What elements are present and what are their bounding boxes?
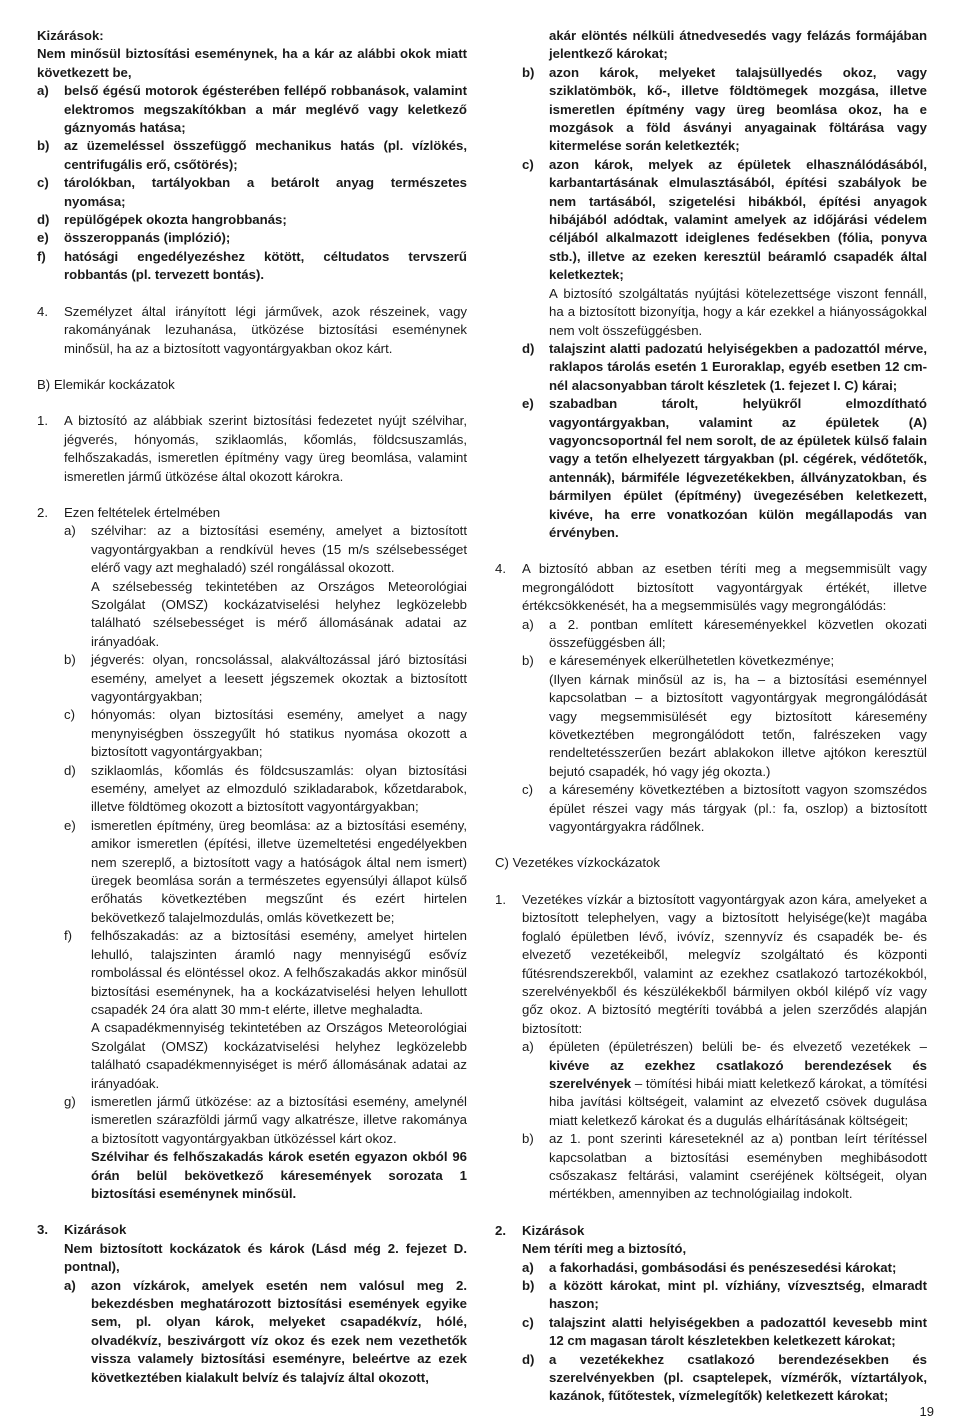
exclusions-list-right xyxy=(495,64,927,543)
item-label: a) xyxy=(522,1259,534,1275)
list-item xyxy=(522,616,927,653)
c1a-post-text: – tömítési hibái miatt keletkező károkat, a tömítési hiba javítási költségeit, valamint az elvezető csövek dugulása miatt keletkező károkat és a dugulás elhárításának költségeit; xyxy=(549,1075,927,1128)
list-item xyxy=(522,652,927,781)
item-label: b) xyxy=(522,1278,535,1293)
item-label: c) xyxy=(522,156,534,172)
item-number: 4. xyxy=(37,303,48,319)
item-text: a fakorhadási, gombásodási és penészesedési károkat; xyxy=(549,1259,897,1275)
list-item xyxy=(522,156,927,340)
definition-extra: A szélsebesség tekintetében az Országos Meteorológiai Szolgálat (OMSZ) kockázatviselési helyhez legközelebb található szélsebességet is mérő állomásának adatai az irányadóak. xyxy=(91,578,467,649)
b3-list xyxy=(37,1277,467,1387)
item-label: f) xyxy=(37,248,46,264)
list-item xyxy=(37,248,467,285)
item-text: hónyomás: olyan biztosítási esemény, amelyet a nagy menynyiségben összegyűlt hó statikus nyomása okozott a biztosított vagyontárgyakban; xyxy=(91,707,467,760)
spacer xyxy=(495,873,927,891)
item-text: A biztosító abban az esetben téríti meg a megsemmisült vagy megrongálódott biztosított vagyontárgyak értékét, illetve értékcsökkenését, ha a megsemmisülés vagy megrongálódás: xyxy=(522,561,927,614)
exclusions-list xyxy=(37,82,467,284)
list-item xyxy=(64,817,467,927)
b2-clause xyxy=(37,504,467,522)
item-title: Kizárások xyxy=(64,1222,127,1238)
exclusions-continued xyxy=(495,27,927,542)
item-text: A biztosító az alábbiak szerint biztosítási fedezetet nyújt szélvihar, jégverés, hónyomás, sziklaomlás, kőomlás, földcsuszamlás, felhőszakadás, ismeretlen építmény vagy üreg beomlása, valamint ismeretlen jármű ütközése által okozott károkra. xyxy=(64,413,467,484)
item-number: 4. xyxy=(495,561,506,577)
item-label: b) xyxy=(64,652,76,668)
item-label: d) xyxy=(37,212,50,228)
item-text: sziklaomlás, kőomlás és földcsuszamlás: olyan biztosítási esemény, amelyet az elmozduló szikladarabok, kőzetdarabok, illetve földtömeg okozott a biztosított vagyontárgyakban; xyxy=(91,762,467,815)
list-item xyxy=(64,1093,467,1203)
item-text: talajszint alatti helyiségekben a padozattól kevesebb mint 12 cm magasan tárolt készletekben keletkezett károkat; xyxy=(549,1314,927,1349)
list-item xyxy=(64,651,467,706)
item-text: repülőgépek okozta hangrobbanás; xyxy=(64,212,287,228)
item-text: összeroppanás (implózió); xyxy=(64,230,231,246)
b3-title-row xyxy=(37,1221,467,1239)
spacer xyxy=(37,285,467,303)
exclusion-extra: A biztosító szolgáltatás nyújtási kötelezettsége viszont fennáll, ha a biztosított bizonyítja, hogy a kár ezekkel a hiányosságokkal nem volt összefüggésben. xyxy=(549,285,927,338)
item-label: e) xyxy=(64,817,76,833)
item-label: f) xyxy=(64,928,73,944)
spacer xyxy=(37,1203,467,1221)
aircraft-clause xyxy=(37,303,467,358)
item-text: Vezetékes vízkár a biztosított vagyontárgyak azon kára, amelyeket a biztosított telephelyen, vagy a biztosított helyisége(ke)t magába foglaló épületben lévő, ivóvíz, szennyvíz és csapadék be- és elvezető vezetékeiből, melegvíz szolgáltató és központi fűtésrendszerekből, valamint az ezekhez csatlakozó tartozékokból, szerelvényekből és készülékekből bármilyen okból kilépő víz vagy gőz okoz. A biztosító megtéríti továbbá a jelen szerződés alapján biztosított: xyxy=(522,891,927,1036)
page-number: 19 xyxy=(919,1404,934,1419)
item-label: a) xyxy=(37,83,49,99)
item-text: Ezen feltételek értelmében xyxy=(64,504,221,520)
item-text: a káresemény következtében a biztosított vagyon szomszédos épület részei vagy más tárgyak (pl.: fa, oszlop) a biztosított vagyontárgyakra rádőlnek. xyxy=(549,782,927,835)
list-item xyxy=(37,174,467,211)
item-text: az üzemeléssel összefüggő mechanikus hatás (pl. vízlökés, centrifugális erő, csőtörés); xyxy=(64,138,467,172)
left-column xyxy=(37,27,467,1387)
section-heading-b: B) Elemikár kockázatok xyxy=(37,376,175,392)
list-item xyxy=(522,781,927,836)
continued-text xyxy=(495,27,927,64)
list-item xyxy=(37,82,467,137)
c2-intro: Nem téríti meg a biztosító, xyxy=(522,1241,687,1257)
list-item xyxy=(522,1277,927,1314)
item-text: az 1. pont szerinti káreseteknél az a) pontban leírt térítéssel kapcsolatban a biztosítási eseményben meghibásodott csőszakasz feltárási, valamint cseréjének költségeit, olyan mértékben, amennyiben az technológiailag indokolt. xyxy=(549,1131,927,1202)
item-text: ismeretlen építmény, üreg beomlása: az a biztosítási esemény, amikor ismeretlen (építési, illetve üzemeltetési engedélyekben nem szereplő, a biztosított vagy a hatóságok által nem ismert) üregek beomlása során a természetes egyensúlyi állapot külső erőhatás következtében megszűnt és ezért hirtelen bekövetkező talajelmozdulás, omlás következett be; xyxy=(91,817,467,925)
list-item xyxy=(522,1314,927,1351)
b1-clause xyxy=(37,412,467,486)
item-text: a vezetékekhez csatlakozó berendezésekben és szerelvényekben (pl. csaptelepek, vízmérők, víztartályok, kazánok, fűtőtestek, vízmelegítők) keletkezett károkat; xyxy=(549,1351,927,1404)
definition-text: felhőszakadás: az a biztosítási esemény, amelyet hirtelen lehulló, talajszinten áramló nagy mennyiségű esővíz rombolással és elöntéssel okoz. A felhőszakadás akkor minősül biztosítási eseménynek, ha a kockázatviselési helyen lehullott csapadék 24 óra alatt 30 mm-t elérte, illetve meghaladta. xyxy=(91,928,467,1017)
list-item xyxy=(37,229,467,247)
item-text: jégverés: olyan, roncsolással, alakváltozással járó biztosítási esemény, amelyet a leesett jégszemek okoztak a biztosított vagyontárgyakban; xyxy=(91,652,467,704)
item-text xyxy=(91,522,467,651)
definitions-list xyxy=(37,522,467,1203)
r4-clause xyxy=(495,560,927,615)
item-label: d) xyxy=(522,340,535,356)
item-text: a 2. pontban említett káreseményekkel közvetlen okozati összefüggésben áll; xyxy=(549,616,927,650)
c1-clause xyxy=(495,891,927,1038)
item-text xyxy=(549,156,927,340)
item-text: talajszint alatti padozatú helyiségekben a padozattól mérve, raklapos tárolás esetén 1 Euroraklap, egyéb esetben 12 cm-nél alacsonyabban tárolt készletek (1. fejezet I. C) kárai; xyxy=(549,340,927,393)
list-item xyxy=(522,395,927,542)
definition-text: szélvihar: az a biztosítási esemény, amelyet a biztosított vagyontárgyakban a rendkívül heves (15 m/s szélsebességet elérő vagy azt meghaladó) szél rongálással okozott. xyxy=(91,523,467,576)
list-item xyxy=(522,1038,927,1130)
item-label: e) xyxy=(37,230,49,246)
item-label: g) xyxy=(64,1093,76,1109)
item-label: b) xyxy=(522,1131,534,1147)
c1a-pre-text: épületen (épületrészen) belüli be- és elvezető vezetékek – xyxy=(549,1039,927,1055)
item-label: c) xyxy=(64,707,75,723)
list-item xyxy=(522,1351,927,1406)
item-label: b) xyxy=(37,138,50,154)
continued-a-text: akár elöntés nélküli átnedvesedés vagy felázás formájában jelentkező károkat; xyxy=(549,28,927,62)
r4-list xyxy=(495,616,927,837)
spacer xyxy=(37,358,467,376)
c2-title-row xyxy=(495,1222,927,1240)
item-text: tárolókban, tartályokban a betárolt anyag természetes nyomása; xyxy=(64,175,467,209)
right-column xyxy=(495,27,927,1406)
item-label: a) xyxy=(64,1277,76,1293)
c2-list xyxy=(495,1259,927,1406)
item-text: a között károkat, mint pl. vízhiány, vízvesztség, elmaradt haszon; xyxy=(549,1278,927,1312)
item-label: a) xyxy=(522,616,534,632)
item-text: azon károk, melyeket talajsüllyedés okoz, vagy sziklatömbök, kő-, illetve földtömegek mozgása, illetve ismeretlen építmény vagy üreg beomlása okoz, ha e mozgások a föld ásványi anyagainak föltárása vagy kitermelése során keletkezték; xyxy=(549,64,927,154)
storm-series-note: Szélvihar és felhőszakadás károk esetén egyazon okból 96 órán belül bekövetkező káresemények sorozata 1 biztosítási eseménynek minősül. xyxy=(91,1149,467,1201)
list-item xyxy=(522,340,927,395)
item-text xyxy=(549,652,927,781)
definition-extra: A csapadékmennyiség tekintetében az Országos Meteorológiai Szolgálat (OMSZ) kockázatviselési helyhez legközelebb található csapadékmennyiséget is mérő állomásának adatai az irányadóak. xyxy=(91,1020,467,1091)
item-label: a) xyxy=(522,1039,534,1055)
item-label: c) xyxy=(522,782,533,798)
item-text xyxy=(549,1038,927,1130)
list-item xyxy=(64,927,467,1093)
item-text xyxy=(91,927,467,1093)
item-text: hatósági engedélyezéshez kötött, céltudatos tervszerű robbantás (pl. tervezett bontás). xyxy=(64,248,467,283)
item-text: szabadban tárolt, helyükről elmozdítható vagyontárgyakban, valamint az épületek (A) vagyoncsoportnál fel nem sorolt, de az épületek külső falain vagy a tetőn elhelyezett tárgyakban (pl. cégérek, védőtetők, antennák), bármiféle légvezetékekben, állványzatokban, és bármilyen épület (építmény) üvegezésében keletkezett, kivéve, ha erre vonatkozóan külön megállapodás van érvényben. xyxy=(549,396,927,540)
exclusion-text: azon károk, melyek az épületek elhasználódásából, karbantartásának elmulasztásából, építési szabályok be nem tartásából, szigetelési hibákból, építési anyagok hibájából adódtak, valamint amelyek az időjárási védelem céljából alkalmazott ideiglenes fedésekben (fólia, ponyva stb.), illetve az ezeken keresztül beáramló csapadék által keletkeztek; xyxy=(549,156,927,283)
list-item xyxy=(37,211,467,229)
c1a-bold-text: kivéve az ezekhez csatlakozó berendezések és szerelvények xyxy=(549,1057,927,1091)
exclusions-title: Kizárások: xyxy=(37,28,104,43)
list-item xyxy=(522,1259,927,1277)
item-number: 2. xyxy=(495,1222,506,1238)
list-item xyxy=(64,522,467,651)
list-item xyxy=(522,1130,927,1204)
item-label: d) xyxy=(64,762,76,778)
spacer xyxy=(495,542,927,560)
exclusions-intro: Nem minősül biztosítási eseménynek, ha a kár az alábbi okok miatt következett be, xyxy=(37,46,467,80)
item-number: 1. xyxy=(495,891,506,907)
item-number: 3. xyxy=(37,1222,48,1238)
item-label: c) xyxy=(522,1314,534,1330)
item-text: azon vízkárok, amelyek esetén nem valósul meg 2. bekezdésben meghatározott biztosítási események egyike sem, pl. olyan károk, melyeket csapadékvíz, hólé, olvadékvíz, beszivárgott víz okoz és ezek nem vezethetők vissza valamely biztosítási eseményre, beleértve az ezek következtében kialakult belvíz és talajvíz által okozott, xyxy=(91,1277,467,1385)
item-label: a) xyxy=(64,523,76,539)
list-item xyxy=(64,706,467,761)
item-title: Kizárások xyxy=(522,1222,585,1238)
list-item xyxy=(64,762,467,817)
item-text: belső égésű motorok égésterében fellépő robbanások, valamint elektromos megszakítókban a már meglévő vagy keletkező gáznyomás hatása; xyxy=(64,83,467,136)
definition-text: ismeretlen jármű ütközése: az a biztosítási esemény, amelynél ismeretlen szárazföldi jármű vagy alkatrésze, illetve rakománya a biztosított vagyontárgyakban ütközéssel kárt okoz. xyxy=(91,1093,467,1146)
item-label: e) xyxy=(522,396,534,412)
consequence-text: e káresemények elkerülhetetlen következménye; xyxy=(549,653,835,669)
spacer xyxy=(37,486,467,504)
spacer xyxy=(495,1204,927,1222)
c2-clause xyxy=(495,1222,927,1406)
item-text xyxy=(91,1093,467,1203)
item-number: 2. xyxy=(37,504,48,520)
c1-list xyxy=(495,1038,927,1204)
list-item xyxy=(522,64,927,156)
consequence-extra: (Ilyen kárnak minősül az is, ha – a biztosítási eseménnyel kapcsolatban – a biztosított vagyontárgyak megrongálódását vagy megsemmisülését egy biztosított káresemény következtében megrongálódott tetőn, falrészeken vagy rendeltetésszerűen bezárt ablakokon illetve ajtókon keresztül bejutó csapadék, hó vagy jég okozta.) xyxy=(549,671,927,779)
item-number: 1. xyxy=(37,413,48,429)
spacer xyxy=(495,836,927,854)
item-label: c) xyxy=(37,175,49,191)
list-item xyxy=(37,137,467,174)
spacer xyxy=(37,394,467,412)
section-heading-c: C) Vezetékes vízkockázatok xyxy=(495,855,660,871)
item-text: Személyzet által irányított légi járművek, azok részeinek, vagy rakományának lezuhanása, ütközése biztosítási eseménynek minősül, ha az a biztosított vagyontárgyakban okoz kárt. xyxy=(64,303,467,356)
b3-intro: Nem biztosított kockázatok és károk (Lásd még 2. fejezet D. pontnal), xyxy=(64,1240,467,1275)
b3-clause xyxy=(37,1221,467,1387)
list-item xyxy=(64,1277,467,1387)
item-label: d) xyxy=(522,1351,535,1367)
item-label: b) xyxy=(522,64,535,80)
item-label: b) xyxy=(522,653,534,669)
